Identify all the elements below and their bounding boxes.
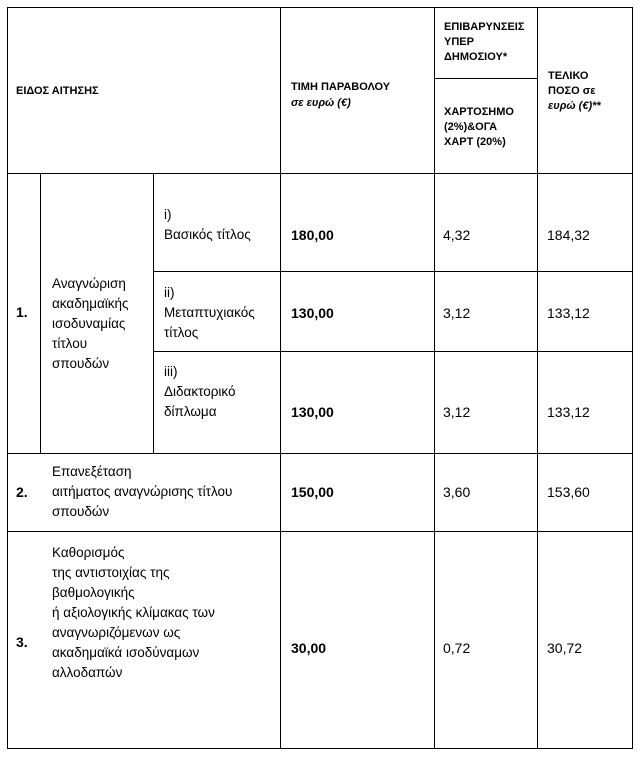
row1-sub3-mark: iii) xyxy=(164,364,178,379)
row1-sub3-label-line2: δίπλωμα xyxy=(164,404,217,419)
row1-desc-line1: Αναγνώριση xyxy=(52,276,126,291)
row1-desc-line2: ακαδημαϊκής xyxy=(52,296,129,311)
header-total-line3: ευρώ (€)** xyxy=(548,100,601,112)
header-charges-line2: ΥΠΕΡ xyxy=(444,36,474,48)
row3-desc-line2: της αντιστοιχίας της xyxy=(52,565,170,580)
row1-number: 1. xyxy=(16,304,28,320)
header-charges-line3: ΔΗΜΟΣΙΟΥ* xyxy=(444,51,508,63)
header-charges-line1: ΕΠΙΒΑΡΥΝΣΕΙΣ xyxy=(444,21,525,33)
header-stamp-line3: ΧΑΡΤ (20%) xyxy=(444,136,506,148)
rule-col-num xyxy=(40,173,41,454)
header-total-line1: ΤΕΛΙΚΟ xyxy=(548,70,589,82)
row2-fee: 150,00 xyxy=(291,484,334,500)
row1-sub2-total: 133,12 xyxy=(547,305,590,321)
rule-row1-sub2 xyxy=(153,351,633,352)
row2-total: 153,60 xyxy=(547,484,590,500)
row1-sub1-mark: i) xyxy=(164,207,172,222)
row3-tax: 0,72 xyxy=(443,640,471,656)
row1-sub1-tax: 4,32 xyxy=(443,227,471,243)
row2-tax: 3,60 xyxy=(443,484,471,500)
rule-row1-sub1 xyxy=(153,271,633,272)
header-stamp-line1: ΧΑΡΤΟΣΗΜΟ xyxy=(444,106,514,118)
row1-sub3-total: 133,12 xyxy=(547,404,590,420)
rule-col-total xyxy=(537,7,538,749)
row3-desc-line5: αναγνωριζόμενων ως xyxy=(52,625,181,640)
row2-number: 2. xyxy=(16,484,28,500)
header-fee-line1: ΤΙΜΗ ΠΑΡΑΒΟΛΟΥ xyxy=(291,81,391,93)
row3-number: 3. xyxy=(16,634,28,650)
row3-fee: 30,00 xyxy=(291,640,327,656)
rule-header-bottom xyxy=(7,173,633,174)
row1-sub2-label-line1: Μεταπτυχιακός xyxy=(164,305,255,320)
row1-sub2-mark: ii) xyxy=(164,285,175,300)
row3-desc-line3: βαθμολογικής xyxy=(52,585,135,600)
row1-sub2-fee: 130,00 xyxy=(291,305,334,321)
row1-sub1-total: 184,32 xyxy=(547,227,590,243)
row2-desc-line3: σπουδών xyxy=(52,504,110,519)
row1-sub2-tax: 3,12 xyxy=(443,305,471,321)
rule-row2-bottom xyxy=(7,531,633,532)
rule-col-sub xyxy=(153,173,154,454)
row3-desc-line6: ακαδημαϊκά ισοδύναμων xyxy=(52,645,200,660)
header-fee-line2: σε ευρώ (€) xyxy=(291,97,351,109)
header-stamp-line2: (2%)&ΟΓΑ xyxy=(444,121,498,133)
row1-sub3-tax: 3,12 xyxy=(443,404,471,420)
rule-col-tax xyxy=(434,7,435,749)
row3-total: 30,72 xyxy=(547,640,583,656)
row1-sub1-fee: 180,00 xyxy=(291,227,334,243)
row1-sub1-label: Βασικός τίτλος xyxy=(164,227,251,242)
row1-sub3-label-line1: Διδακτορικό xyxy=(164,384,236,399)
rule-header-mid xyxy=(434,78,537,79)
row1-sub2-label-line2: τίτλος xyxy=(164,325,199,340)
row2-desc-line2: αιτήματος αναγνώρισης τίτλου xyxy=(52,484,233,499)
row1-desc-line4: τίτλου xyxy=(52,336,88,351)
row1-desc-line3: ισοδυναμίας xyxy=(52,316,126,331)
row1-desc-line5: σπουδών xyxy=(52,356,110,371)
header-application-type: ΕΙΔΟΣ ΑΙΤΗΣΗΣ xyxy=(16,85,99,97)
row3-desc-line1: Καθορισμός xyxy=(52,545,125,560)
row3-desc-line7: αλλοδαπών xyxy=(52,665,123,680)
rule-col-fee xyxy=(280,7,281,749)
header-total-line2: ΠΟΣΟ σε xyxy=(548,85,596,97)
row3-desc-line4: ή αξιολογικής κλίμακας των xyxy=(52,605,215,620)
rule-row1-bottom xyxy=(7,453,633,454)
row1-sub3-fee: 130,00 xyxy=(291,404,334,420)
row2-desc-line1: Επανεξέταση xyxy=(52,464,132,479)
